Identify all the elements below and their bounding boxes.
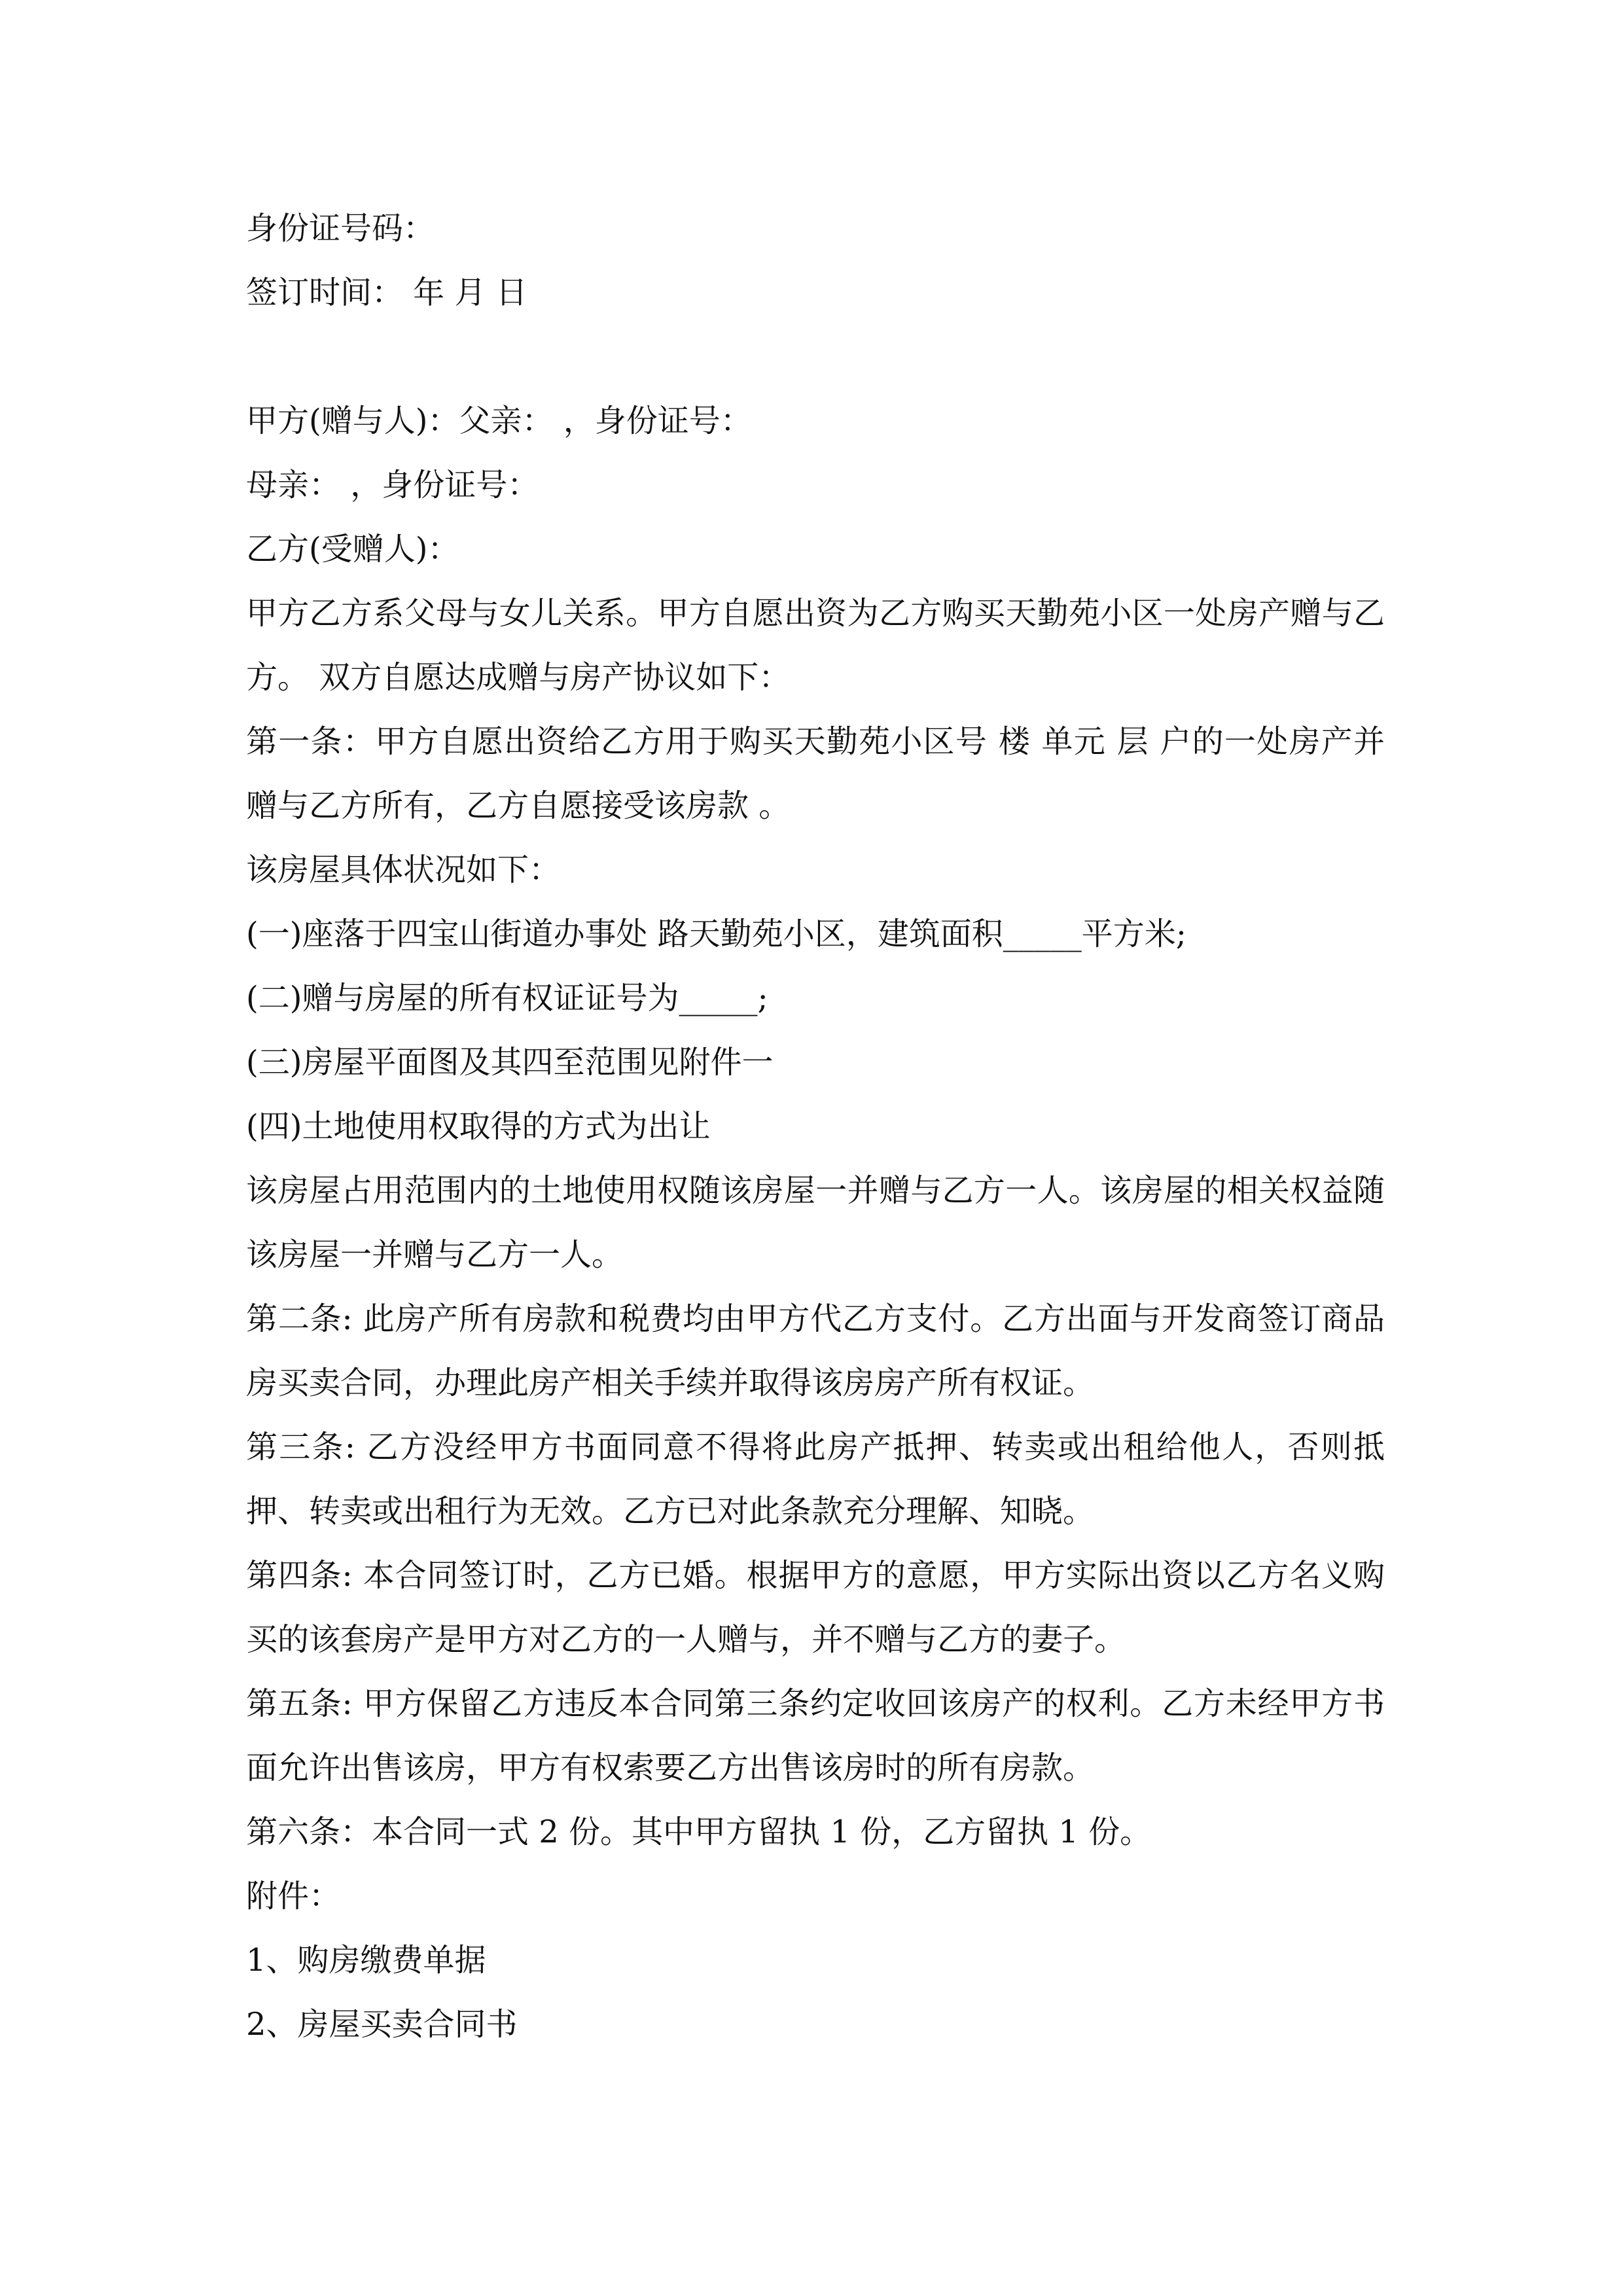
article-1: 第一条：甲方自愿出资给乙方用于购买天勤苑小区号 楼 单元 层 户的一处房产并赠与乙方所有，乙方自愿接受该房款 。 [246, 723, 1385, 824]
property-item-4: (四)土地使用权取得的方式为出让 [246, 1108, 711, 1145]
spacer [246, 325, 1385, 389]
attachment-item-1: 1、购房缴费单据 [246, 1942, 486, 1979]
party-b-line: 乙方(受赠人)： [246, 531, 459, 567]
attachments-heading: 附件： [246, 1878, 341, 1914]
attachment-item-2: 2、房屋买卖合同书 [246, 2006, 518, 2043]
document-body [246, 196, 1385, 2056]
article-6: 第六条：本合同一式 2 份。其中甲方留执 1 份，乙方留执 1 份。 [246, 1814, 1152, 1850]
intro-paragraph: 甲方乙方系父母与女儿关系。甲方自愿出资为乙方购买天勤苑小区一处房产赠与乙方。 双方自愿达成赠与房产协议如下： [246, 595, 1385, 696]
property-item-3: (三)房屋平面图及其四至范围见附件一 [246, 1044, 774, 1081]
land-use-clause: 该房屋占用范围内的土地使用权随该房屋一并赠与乙方一人。该房屋的相关权益随该房屋一并赠与乙方一人。 [246, 1172, 1385, 1273]
id-number-line: 身份证号码： [246, 210, 435, 247]
article-4: 第四条: 本合同签订时，乙方已婚。根据甲方的意愿，甲方实际出资以乙方名义购买的该套房产是甲方对乙方的一人赠与，并不赠与乙方的妻子。 [246, 1557, 1385, 1658]
property-heading: 该房屋具体状况如下： [246, 852, 561, 888]
party-a-mother-line: 母亲： ，身份证号： [246, 467, 539, 503]
article-5: 第五条: 甲方保留乙方违反本合同第三条约定收回该房产的权利。乙方未经甲方书面允许出售该房，甲方有权索要乙方出售该房时的所有房款。 [246, 1685, 1385, 1786]
article-3: 第三条: 乙方没经甲方书面同意不得将此房产抵押、转卖或出租给他人，否则抵押、转卖或出租行为无效。乙方已对此条款充分理解、知晓。 [246, 1429, 1385, 1530]
property-item-1: (一)座落于四宝山街道办事处 路天勤苑小区，建筑面积_____平方米; [246, 916, 1186, 952]
article-2: 第二条: 此房产所有房款和税费均由甲方代乙方支付。乙方出面与开发商签订商品房买卖合同，办理此房产相关手续并取得该房房产所有权证。 [246, 1300, 1385, 1401]
signing-date-line: 签订时间： 年 月 日 [246, 274, 527, 311]
party-a-father-line: 甲方(赠与人)：父亲： ，身份证号： [246, 403, 752, 439]
property-item-2: (二)赠与房屋的所有权证证号为_____; [246, 980, 768, 1016]
